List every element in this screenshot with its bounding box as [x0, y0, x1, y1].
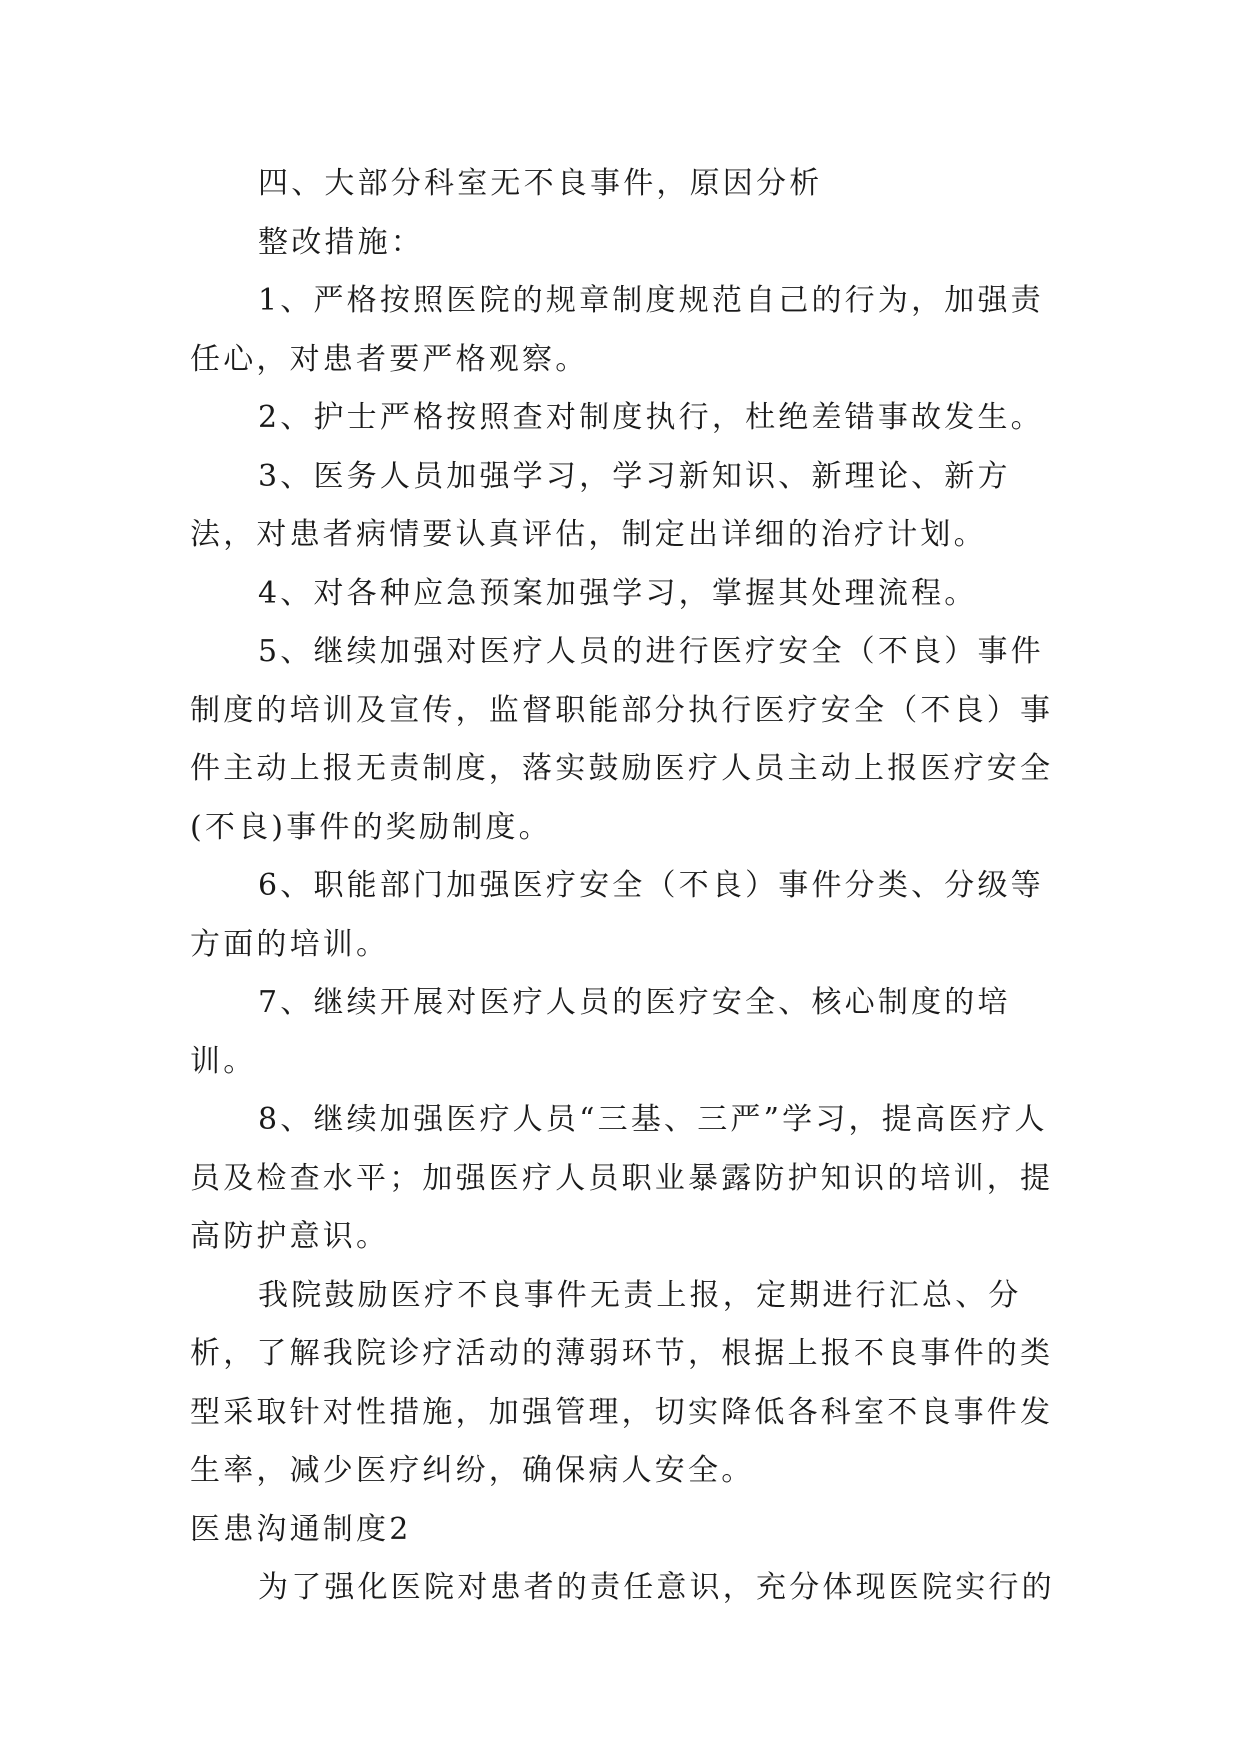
- paragraph-measure-1: 1、严格按照医院的规章制度规范自己的行为，加强责任心，对患者要严格观察。: [190, 283, 1044, 377]
- paragraph-measure-7: 7、继续开展对医疗人员的医疗安全、核心制度的培训。: [190, 985, 1011, 1079]
- paragraph-measure-8: 8、继续加强医疗人员“三基、三严”学习，提高医疗人员及检查水平；加强医疗人员职业暴露防护知识的培训，提高防护意识。: [190, 1102, 1054, 1254]
- paragraph-summary: 我院鼓励医疗不良事件无责上报，定期进行汇总、分析，了解我院诊疗活动的薄弱环节，根据上报不良事件的类型采取针对性措施，加强管理，切实降低各科室不良事件发生率，减少医疗纠纷，确保病人安全。: [190, 1277, 1054, 1488]
- paragraph-measures-heading: 整改措施：: [258, 224, 424, 260]
- paragraph-measure-3: 3、医务人员加强学习，学习新知识、新理论、新方法，对患者病情要认真评估，制定出详细的治疗计划。: [190, 458, 1011, 552]
- paragraph-cause-analysis: 四、大部分科室无不良事件，原因分析: [258, 166, 823, 201]
- paragraph-measure-5: 5、继续加强对医疗人员的进行医疗安全（不良）事件制度的培训及宣传，监督职能部分执行医疗安全（不良）事件主动上报无责制度，落实鼓励医疗人员主动上报医疗安全(不良)事件的奖励制度。: [190, 634, 1054, 845]
- paragraph-measure-2: 2、护士严格按照查对制度执行，杜绝差错事故发生。: [258, 400, 1044, 435]
- document-body: [190, 155, 1070, 1618]
- section-title: 医患沟通制度2: [190, 1511, 412, 1547]
- paragraph-measure-6: 6、职能部门加强医疗安全（不良）事件分类、分级等方面的培训。: [190, 868, 1044, 962]
- paragraph-intro: 为了强化医院对患者的责任意识，充分体现医院实行的: [258, 1570, 1055, 1605]
- paragraph-measure-4: 4、对各种应急预案加强学习，掌握其处理流程。: [258, 575, 978, 611]
